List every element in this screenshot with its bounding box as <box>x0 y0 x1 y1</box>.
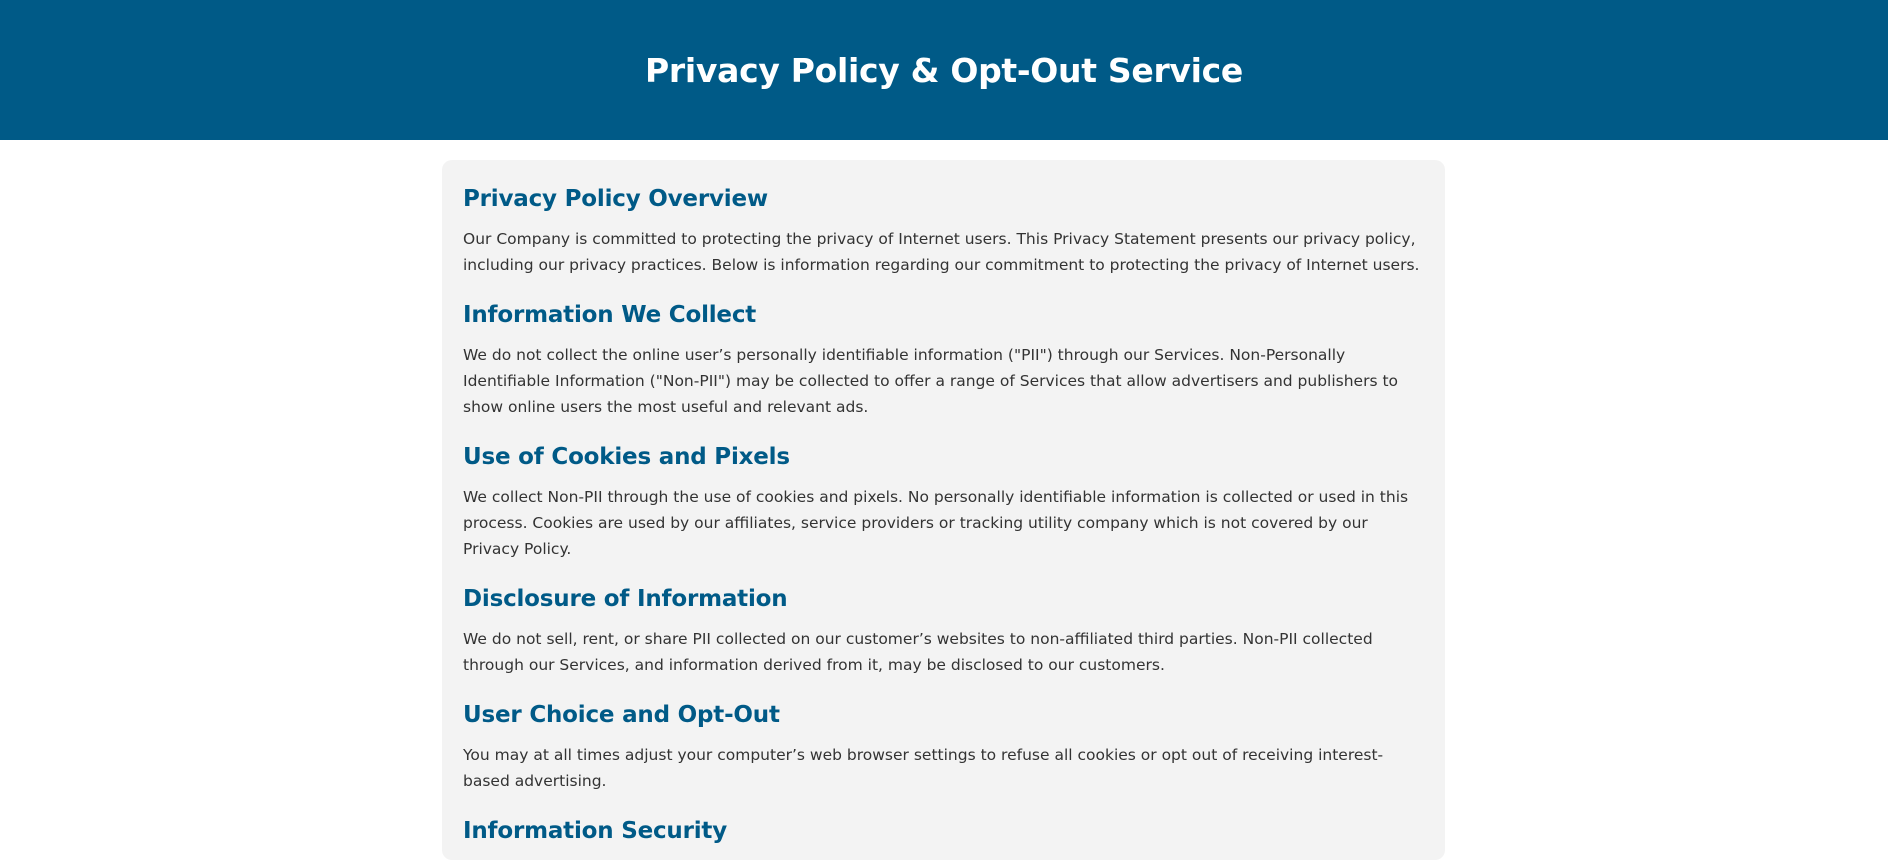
section-disclosure-of-information <box>463 582 1424 678</box>
section-heading: User Choice and Opt-Out <box>463 702 780 728</box>
section-body: We do not sell, rent, or share PII collected on our customer’s websites to non-affiliated third parties. Non-PII collected through our Services, and information derived from it, may be disclosed to our customers. <box>463 630 1373 674</box>
page-title: Privacy Policy & Opt-Out Service <box>645 50 1243 90</box>
section-body: We collect Non-PII through the use of cookies and pixels. No personally identifiable information is collected or used in this process. Cookies are used by our affiliates, service providers or tracking utility company which is not covered by our Privacy Policy. <box>463 488 1409 558</box>
section-heading: Disclosure of Information <box>463 586 788 612</box>
section-user-choice-and-opt-out <box>463 698 1424 794</box>
section-information-we-collect <box>463 298 1424 420</box>
section-heading: Information We Collect <box>463 302 757 328</box>
section-body: Our Company is committed to protecting the privacy of Internet users. This Privacy Statement presents our privacy policy, including our privacy practices. Below is information regarding our commitment to protecting the privacy of Internet users. <box>463 230 1420 274</box>
section-body: We do not collect the online user’s personally identifiable information ("PII") through our Services. Non-Personally Identifiable Information ("Non-PII") may be collected to offer a range of Services that allow advertisers and publishers to show online users the most useful and relevant ads. <box>463 346 1399 416</box>
section-information-security <box>463 814 1424 848</box>
section-privacy-policy-overview <box>463 182 1424 278</box>
section-heading: Information Security <box>463 818 728 844</box>
section-body: You may at all times adjust your computer’s web browser settings to refuse all cookies or opt out of receiving interest-based advertising. <box>463 746 1384 790</box>
section-heading: Privacy Policy Overview <box>463 186 768 212</box>
section-use-of-cookies-and-pixels <box>463 440 1424 562</box>
page-header <box>0 0 1888 140</box>
policy-content-card <box>442 160 1445 860</box>
section-heading: Use of Cookies and Pixels <box>463 444 790 470</box>
